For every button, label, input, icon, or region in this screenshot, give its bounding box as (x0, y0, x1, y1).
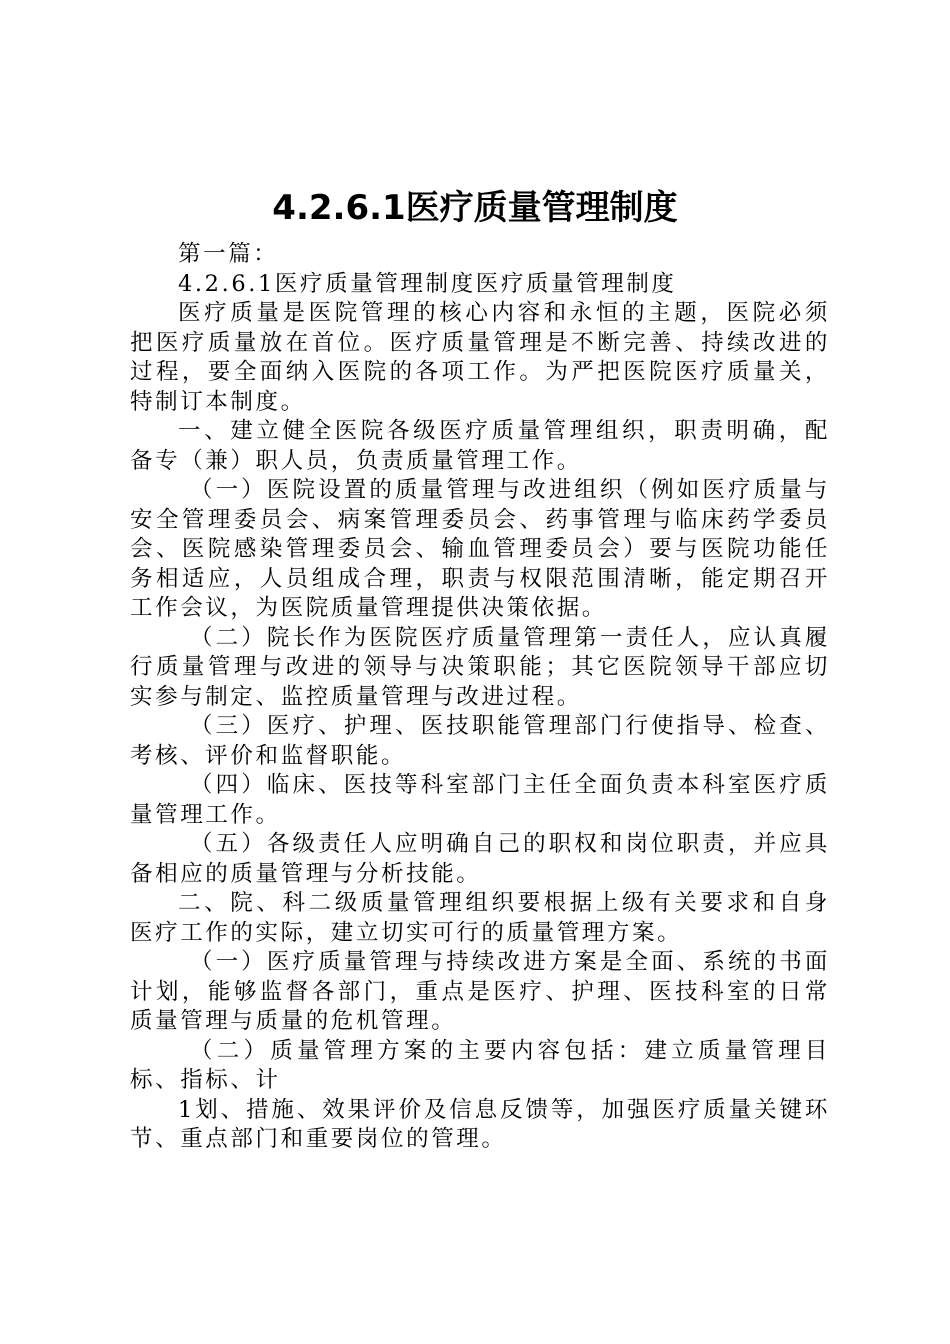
paragraph-subtitle: 4.2.6.1医疗质量管理制度医疗质量管理制度 (178, 270, 677, 297)
paragraph-section-1: 一、建立健全医院各级医疗质量管理组织，职责明确，配备专（兼）职人员，负责质量管理工作。 (130, 418, 830, 474)
paragraph-section-2-item-2: （二）质量管理方案的主要内容包括：建立质量管理目标、指标、计 (130, 1037, 830, 1093)
paragraph-section-1-item-4: （四）临床、医技等科室部门主任全面负责本科室医疗质量管理工作。 (130, 772, 830, 828)
paragraph-section-2-item-1: （一）医疗质量管理与持续改进方案是全面、系统的书面计划，能够监督各部门，重点是医疗、护理、医技科室的日常质量管理与质量的危机管理。 (130, 949, 830, 1034)
document-body (130, 240, 830, 1155)
paragraph-section-1-item-1: （一）医院设置的质量管理与改进组织（例如医疗质量与安全管理委员会、病案管理委员会、药事管理与临床药学委员会、医院感染管理委员会、输血管理委员会）要与医院功能任务相适应，人员组成合理，职责与权限范围清晰，能定期召开工作会议，为医院质量管理提供决策依据。 (130, 477, 830, 621)
paragraph-intro: 医疗质量是医院管理的核心内容和永恒的主题，医院必须把医疗质量放在首位。医疗质量管理是不断完善、持续改进的过程，要全面纳入医院的各项工作。为严把医院医疗质量关，特制订本制度。 (130, 300, 830, 415)
paragraph-section-2-item-2-continued: 1划、措施、效果评价及信息反馈等，加强医疗质量关键环节、重点部门和重要岗位的管理。 (130, 1096, 830, 1152)
paragraph-section-1-item-3: （三）医疗、护理、医技职能管理部门行使指导、检查、考核、评价和监督职能。 (130, 713, 830, 769)
paragraph-section-1-item-5: （五）各级责任人应明确自己的职权和岗位职责，并应具备相应的质量管理与分析技能。 (130, 831, 830, 887)
paragraph-section-2: 二、院、科二级质量管理组织要根据上级有关要求和自身医疗工作的实际，建立切实可行的质量管理方案。 (130, 890, 830, 946)
paragraph-section-1-item-2: （二）院长作为医院医疗质量管理第一责任人，应认真履行质量管理与改进的领导与决策职能；其它医院领导干部应切实参与制定、监控质量管理与改进过程。 (130, 624, 830, 710)
document-title: 4.2.6.1医疗质量管理制度 (272, 188, 678, 228)
paragraph-part-heading: 第一篇： (178, 241, 279, 267)
